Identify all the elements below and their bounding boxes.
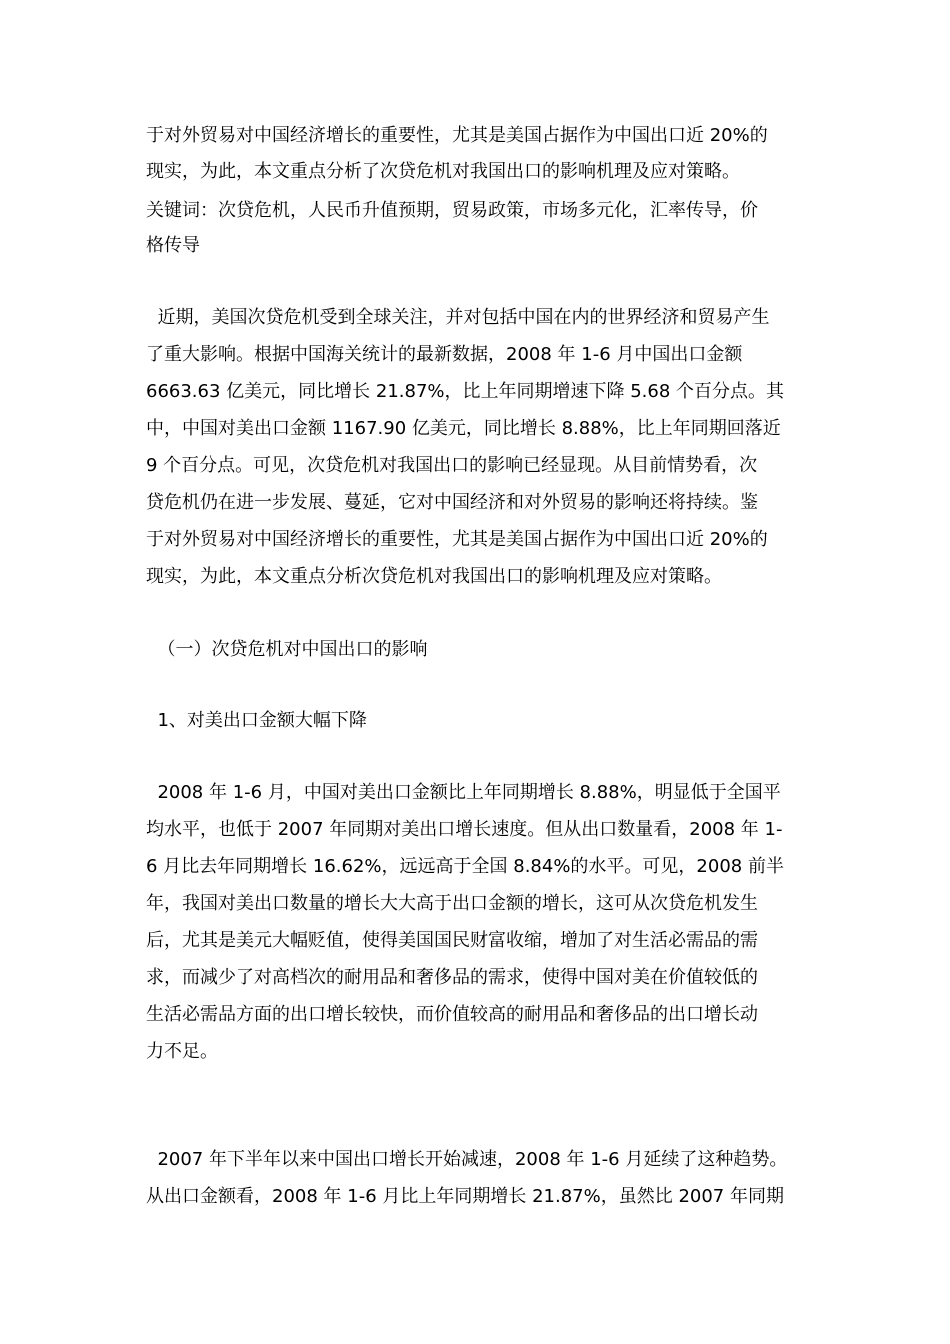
paragraph-line: 2007 年下半年以来中国出口增长开始减速，2008 年 1-6 月延续了这种趋势。 [146,1149,788,1170]
abstract-line: 现实，为此，本文重点分析了次贷危机对我国出口的影响机理及应对策略。 [146,161,740,182]
paragraph-line: 求，而减少了对高档次的耐用品和奢侈品的需求，使得中国对美在价值较低的 [146,967,758,988]
keywords-line: 关键词：次贷危机，人民币升值预期，贸易政策，市场多元化，汇率传导，价 [146,200,758,221]
intro-line: 9 个百分点。可见，次贷危机对我国出口的影响已经显现。从目前情势看，次 [146,455,758,476]
paragraph-line: 从出口金额看，2008 年 1-6 月比上年同期增长 21.87%，虽然比 2007 年同期 [146,1186,784,1207]
paragraph-line: 生活必需品方面的出口增长较快，而价值较高的耐用品和奢侈品的出口增长动 [146,1004,758,1025]
paragraph-line: 2008 年 1-6 月，中国对美出口金额比上年同期增长 8.88%，明显低于全国平 [146,782,781,803]
intro-line: 6663.63 亿美元，同比增长 21.87%，比上年同期增速下降 5.68 个百分点。其 [146,381,785,402]
subsection-heading: 1、对美出口金额大幅下降 [146,710,367,731]
paragraph-line: 均水平，也低于 2007 年同期对美出口增长速度。但从出口数量看，2008 年 1- [146,819,783,840]
intro-line: 现实，为此，本文重点分析次贷危机对我国出口的影响机理及应对策略。 [146,566,722,587]
paragraph-line: 6 月比去年同期增长 16.62%，远远高于全国 8.84%的水平。可见，2008 前半 [146,856,784,877]
intro-line: 于对外贸易对中国经济增长的重要性，尤其是美国占据作为中国出口近 20%的 [146,529,768,550]
paragraph-line: 力不足。 [146,1041,218,1062]
intro-line: 近期，美国次贷危机受到全球关注，并对包括中国在内的世界经济和贸易产生 [146,307,770,328]
paragraph-line: 年，我国对美出口数量的增长大大高于出口金额的增长，这可从次贷危机发生 [146,893,758,914]
intro-line: 贷危机仍在进一步发展、蔓延，它对中国经济和对外贸易的影响还将持续。鉴 [146,492,758,513]
section-heading: （一）次贷危机对中国出口的影响 [146,639,428,660]
abstract-line: 于对外贸易对中国经济增长的重要性，尤其是美国占据作为中国出口近 20%的 [146,125,768,146]
paragraph-line: 后，尤其是美元大幅贬值，使得美国国民财富收缩，增加了对生活必需品的需 [146,930,758,951]
intro-line: 了重大影响。根据中国海关统计的最新数据，2008 年 1-6 月中国出口金额 [146,344,743,365]
keywords-line: 格传导 [146,235,200,256]
intro-line: 中，中国对美出口金额 1167.90 亿美元，同比增长 8.88%，比上年同期回落近 [146,418,781,439]
